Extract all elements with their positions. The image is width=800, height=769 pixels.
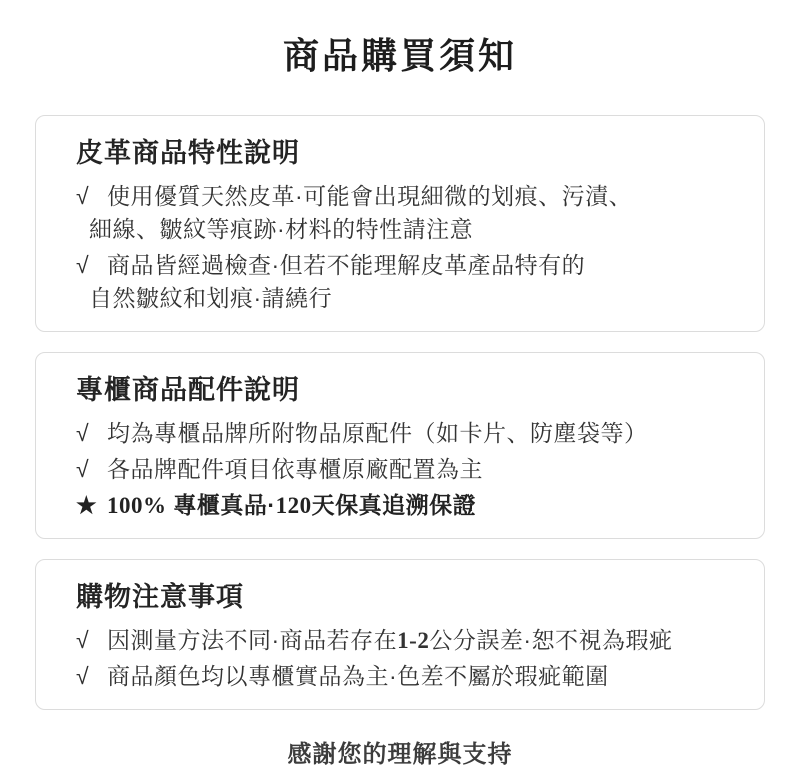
notice-item xyxy=(76,624,744,657)
item-text-continuation: 細線、皺紋等痕跡·材料的特性請注意 xyxy=(89,216,474,242)
notice-item xyxy=(76,453,744,486)
check-icon: √ xyxy=(76,456,90,482)
notice-item-guarantee xyxy=(76,489,744,522)
card-heading-accessories: 專櫃商品配件說明 xyxy=(76,375,300,405)
item-text: 商品顏色均以專櫃實品為主·色差不屬於瑕疵範圍 xyxy=(107,663,609,689)
notice-line xyxy=(76,453,744,486)
item-text: 商品皆經過檢查·但若不能理解皮革產品特有的 xyxy=(107,252,586,278)
notice-item xyxy=(76,660,744,693)
notice-card-shopping xyxy=(35,559,765,710)
star-icon: ★ xyxy=(76,492,98,518)
check-icon: √ xyxy=(76,663,90,689)
item-text xyxy=(107,624,673,657)
page-title: 商品購買須知 xyxy=(282,35,517,76)
card-heading-leather: 皮革商品特性說明 xyxy=(76,138,300,168)
percentage-value: 100% xyxy=(107,493,167,518)
check-icon: √ xyxy=(76,627,90,653)
item-text-segment: 因測量方法不同·商品若存在 xyxy=(107,627,398,653)
notice-card-accessories xyxy=(35,352,765,539)
days-value: 120 xyxy=(275,493,312,518)
check-icon: √ xyxy=(76,183,90,209)
notice-line xyxy=(76,180,744,213)
item-text-segment: 天保真追溯保證 xyxy=(311,492,477,518)
item-text-continuation: 自然皺紋和划痕·請繞行 xyxy=(89,285,333,311)
item-text: 各品牌配件項目依專櫃原廠配置為主 xyxy=(107,456,483,482)
card-heading-shopping: 購物注意事項 xyxy=(76,582,244,612)
notice-line xyxy=(76,660,744,693)
check-icon: √ xyxy=(76,252,90,278)
notice-item xyxy=(76,180,744,246)
tolerance-value: 1-2 xyxy=(397,628,430,653)
notice-item xyxy=(76,417,744,450)
notice-line xyxy=(76,624,744,657)
item-text xyxy=(107,489,476,522)
notice-line xyxy=(76,417,744,450)
item-text: 使用優質天然皮革·可能會出現細微的划痕、污漬、 xyxy=(107,183,633,209)
item-text: 均為專櫃品牌所附物品原配件（如卡片、防塵袋等） xyxy=(107,420,648,446)
notice-card-leather xyxy=(35,115,765,332)
item-text-segment: 專櫃真品· xyxy=(166,492,276,518)
footer-note: 感謝您的理解與支持 xyxy=(287,741,513,768)
check-icon: √ xyxy=(76,420,90,446)
notice-line xyxy=(76,249,744,282)
notice-line xyxy=(76,489,744,522)
notice-item xyxy=(76,249,744,315)
item-text-segment: 公分誤差·恕不視為瑕疵 xyxy=(429,627,673,653)
